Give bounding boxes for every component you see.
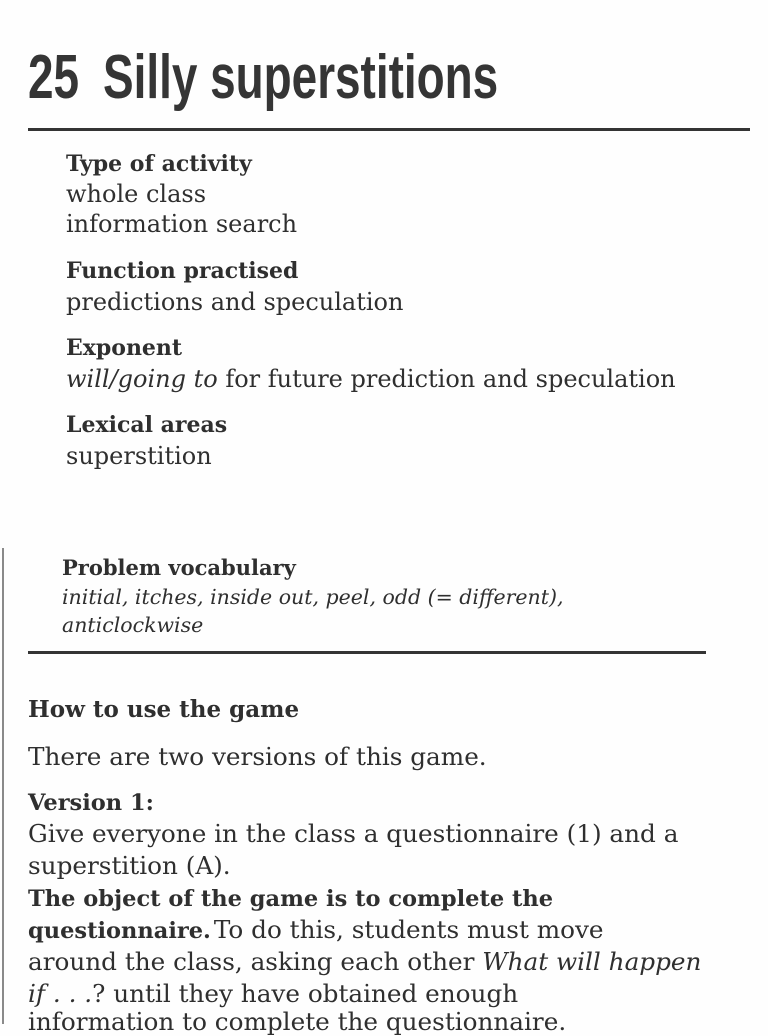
- text-run: superstition (A).: [28, 851, 231, 880]
- problem-vocabulary-line: initial, itches, inside out, peel, odd (= different),: [62, 585, 564, 609]
- italic-text-run: if . . .: [28, 979, 93, 1008]
- text-run: for future prediction and speculation: [225, 365, 676, 393]
- italic-text-run: will/going to: [66, 365, 218, 393]
- exponent-line: [66, 367, 676, 391]
- lexical-areas-line: superstition: [66, 442, 212, 470]
- version-1-heading: [28, 790, 154, 816]
- bold-text-run: Version 1:: [28, 790, 154, 816]
- function-practised-heading: Function practised: [66, 258, 299, 284]
- title-rule: [28, 128, 750, 131]
- version-1-line: [28, 819, 679, 848]
- exponent-heading: Exponent: [66, 335, 183, 361]
- italic-text-run: What will happen: [482, 947, 702, 976]
- how-to-use-heading: How to use the game: [28, 696, 300, 723]
- intro-paragraph: There are two versions of this game.: [28, 742, 487, 771]
- text-run: To do this, students must move: [213, 915, 604, 944]
- section-rule: [28, 651, 706, 654]
- version-1-line: [28, 915, 604, 944]
- chapter-title: Silly superstitions: [103, 43, 499, 112]
- chapter-number: 25: [28, 43, 80, 112]
- lexical-areas-heading: Lexical areas: [66, 412, 228, 438]
- version-1-line: [28, 979, 519, 1008]
- text-run: Give everyone in the class a questionnaire (1) and a: [28, 819, 679, 848]
- text-run: ? until they have obtained enough: [92, 979, 519, 1008]
- type-of-activity-line: information search: [66, 210, 298, 238]
- page-edge-line: [2, 548, 4, 1024]
- problem-vocabulary-heading: Problem vocabulary: [62, 555, 296, 580]
- version-1-line: [28, 947, 702, 976]
- version-1-line: [28, 851, 231, 880]
- version-1-line: [28, 886, 553, 912]
- bold-text-run: The object of the game is to complete the: [28, 886, 554, 912]
- text-run: around the class, asking each other: [28, 947, 475, 976]
- type-of-activity-heading: Type of activity: [66, 151, 252, 177]
- type-of-activity-line: whole class: [66, 180, 207, 208]
- bold-text-run: questionnaire.: [28, 918, 211, 944]
- function-practised-line: predictions and speculation: [66, 288, 404, 316]
- version-1-line-cut-off: information to complete the questionnaire.: [28, 1007, 567, 1036]
- problem-vocabulary-line: anticlockwise: [62, 613, 204, 637]
